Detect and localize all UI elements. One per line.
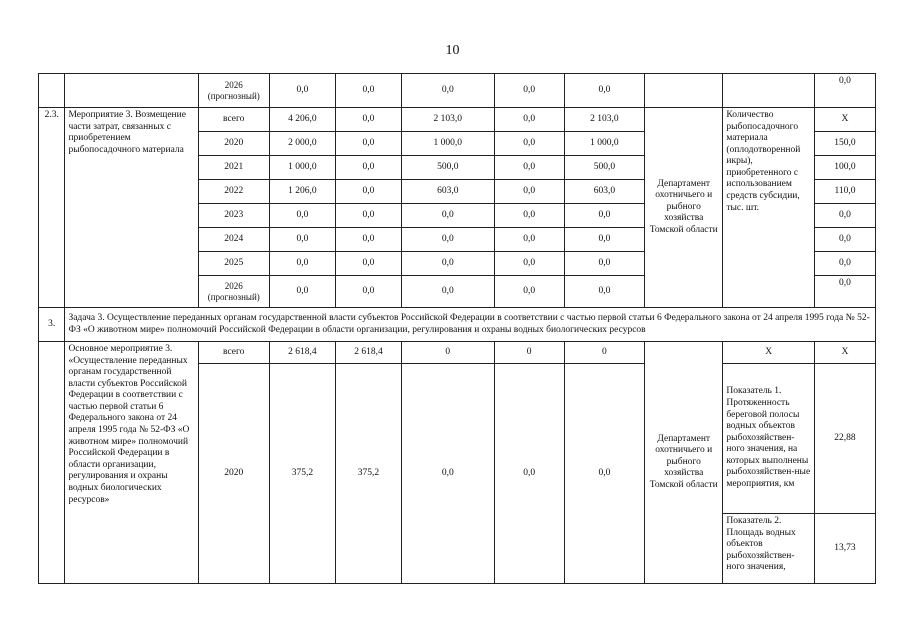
value-cell: 0,0 <box>494 276 564 308</box>
value-cell: 603,0 <box>402 180 495 204</box>
table-row <box>39 108 876 132</box>
indicator-cell: Показатель 1. Протяженность береговой полосы водных объектов рыбохозяйствен-ного значения, на которых выполнены рыбохозяйствен-ные мероприятия, км <box>723 364 815 514</box>
target-cell: 13,73 <box>814 514 875 584</box>
value-cell: 0,0 <box>494 180 564 204</box>
value-cell: 0,0 <box>269 204 335 228</box>
table-cell <box>65 74 198 108</box>
value-cell: 0,0 <box>564 276 644 308</box>
value-cell: 0,0 <box>564 228 644 252</box>
value-cell: 0,0 <box>494 204 564 228</box>
value-cell: 0,0 <box>402 276 495 308</box>
value-cell: 1 000,0 <box>564 132 644 156</box>
department-cell: Департамент охотничьего и рыбного хозяйства Томской области <box>645 108 723 308</box>
table-row <box>39 308 876 342</box>
value-cell: 0 <box>494 342 564 364</box>
value-cell: 0,0 <box>269 252 335 276</box>
value-cell: 0,0 <box>335 108 401 132</box>
value-cell: 603,0 <box>564 180 644 204</box>
value-cell: 0,0 <box>335 276 401 308</box>
year-cell: 2020 <box>198 364 269 584</box>
year-cell: 2025 <box>198 252 269 276</box>
target-cell: Х <box>814 108 875 132</box>
value-cell: 0,0 <box>564 364 644 584</box>
target-cell: 0,0 <box>814 204 875 228</box>
year-cell: 2026 (прогнозный) <box>198 276 269 308</box>
value-cell: 0,0 <box>269 228 335 252</box>
value-cell: 0,0 <box>402 204 495 228</box>
value-cell: 0,0 <box>335 204 401 228</box>
value-cell: 0,0 <box>494 74 564 108</box>
value-cell: 0,0 <box>402 252 495 276</box>
page-number: 10 <box>445 43 460 58</box>
target-cell: 150,0 <box>814 132 875 156</box>
value-cell: 0,0 <box>494 252 564 276</box>
value-cell: 2 103,0 <box>402 108 495 132</box>
value-cell: 1 000,0 <box>402 132 495 156</box>
value-cell: 0,0 <box>269 276 335 308</box>
table-cell <box>39 342 65 584</box>
target-cell: 100,0 <box>814 156 875 180</box>
value-cell: 0 <box>564 342 644 364</box>
value-cell: 500,0 <box>564 156 644 180</box>
value-cell: 0,0 <box>335 252 401 276</box>
target-cell: 0,0 <box>814 228 875 252</box>
event-name: Мероприятие 3. Возмещение части затрат, связанных с приобретением рыбопосадочного материала <box>65 108 198 308</box>
value-cell: 4 206,0 <box>269 108 335 132</box>
target-cell: 0,0 <box>814 74 875 108</box>
year-cell: всего <box>198 108 269 132</box>
year-cell: 2021 <box>198 156 269 180</box>
value-cell: 0,0 <box>564 204 644 228</box>
indicator-cell: Х <box>723 342 815 364</box>
indicator-cell: Количество рыбопосадочного материала (оплодотворенной икры), приобретенного с использованием средств субсидии, тыс. шт. <box>723 108 815 308</box>
value-cell: 0,0 <box>402 364 495 584</box>
value-cell: 0,0 <box>269 74 335 108</box>
year-cell: 2023 <box>198 204 269 228</box>
value-cell: 0,0 <box>335 180 401 204</box>
value-cell: 0,0 <box>494 132 564 156</box>
row-number: 3. <box>39 308 65 342</box>
value-cell: 2 618,4 <box>269 342 335 364</box>
value-cell: 0,0 <box>494 156 564 180</box>
task-description: Задача 3. Осуществление переданных органам государственной власти субъектов Российской Федерации в соответствии с частью первой статьи 6 Федерального закона от 24 апреля 1995 года № 52-ФЗ «О животном мире» полномочий Российской Федерации в области организации, регулирования и охраны водных биологических ресурсов <box>65 308 876 342</box>
value-cell: 500,0 <box>402 156 495 180</box>
table-cell <box>39 74 65 108</box>
row-number: 2.3. <box>39 108 65 308</box>
main-event-name: Основное мероприятие 3. «Осуществление переданных органам государственной власти субъектов Российской Федерации в соответствии с частью первой статьи 6 Федерального закона от 24 апреля 1995 года № 52-ФЗ «О животном мире» полномочий Российской Федерации в области организации, регулирования и охраны водных биологических ресурсов» <box>65 342 198 584</box>
year-cell: 2026 (прогнозный) <box>198 74 269 108</box>
year-cell: всего <box>198 342 269 364</box>
value-cell: 0,0 <box>494 228 564 252</box>
value-cell: 0,0 <box>335 74 401 108</box>
program-table <box>38 73 876 584</box>
value-cell: 0,0 <box>335 228 401 252</box>
value-cell: 0,0 <box>564 252 644 276</box>
value-cell: 2 618,4 <box>335 342 401 364</box>
target-cell: 22,88 <box>814 364 875 514</box>
year-cell: 2020 <box>198 132 269 156</box>
target-cell: 0,0 <box>814 252 875 276</box>
department-cell: Департамент охотничьего и рыбного хозяйства Томской области <box>645 342 723 584</box>
value-cell: 0,0 <box>564 74 644 108</box>
value-cell: 2 000,0 <box>269 132 335 156</box>
value-cell: 0,0 <box>494 364 564 584</box>
value-cell: 0,0 <box>335 156 401 180</box>
value-cell: 0,0 <box>335 132 401 156</box>
value-cell: 0,0 <box>402 228 495 252</box>
table-row <box>39 74 876 108</box>
value-cell: 375,2 <box>269 364 335 584</box>
target-cell: 110,0 <box>814 180 875 204</box>
value-cell: 375,2 <box>335 364 401 584</box>
value-cell: 2 103,0 <box>564 108 644 132</box>
table-cell <box>645 74 723 108</box>
value-cell: 0 <box>402 342 495 364</box>
table-cell <box>723 74 815 108</box>
value-cell: 0,0 <box>402 74 495 108</box>
value-cell: 0,0 <box>494 108 564 132</box>
target-cell: Х <box>814 342 875 364</box>
target-cell: 0,0 <box>814 276 875 308</box>
value-cell: 1 000,0 <box>269 156 335 180</box>
table-row <box>39 342 876 364</box>
year-cell: 2022 <box>198 180 269 204</box>
year-cell: 2024 <box>198 228 269 252</box>
indicator-cell: Показатель 2. Площадь водных объектов рыбохозяйствен-ного значения, <box>723 514 815 584</box>
value-cell: 1 206,0 <box>269 180 335 204</box>
